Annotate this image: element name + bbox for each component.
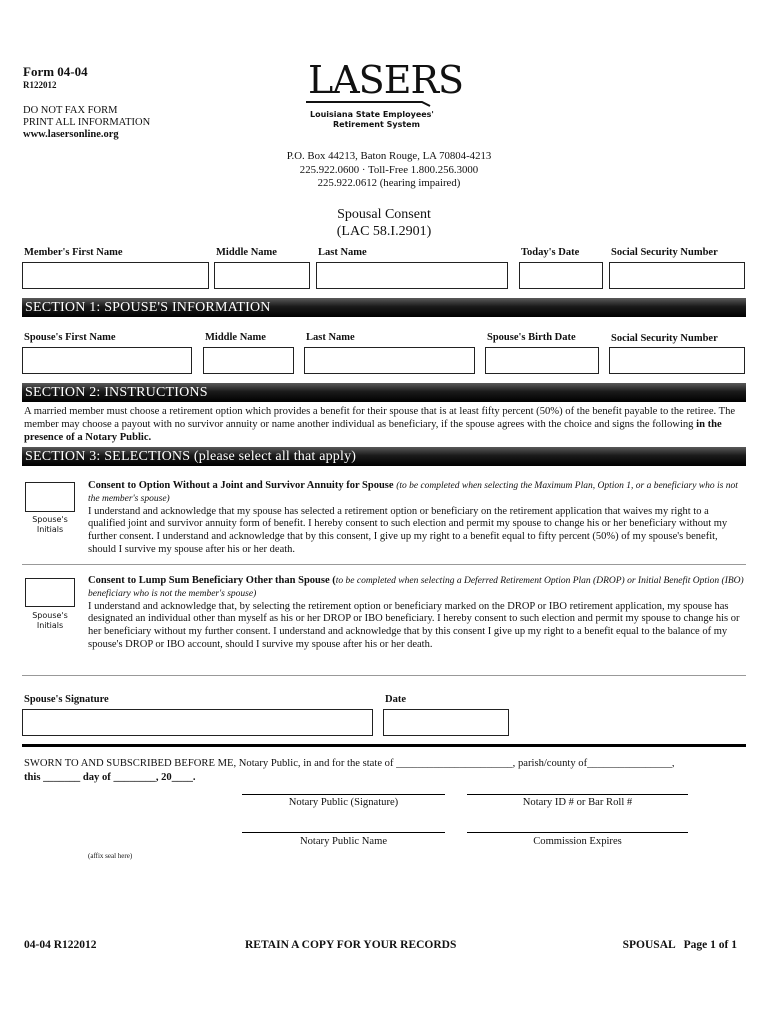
initials-label-line-2: Initials — [36, 621, 64, 630]
notary-id-line[interactable] — [467, 794, 688, 795]
option-2-note: to be completed when selecting a Deferred Retirement Option Plan (DROP) or Initial Benefit Option (IBO) beneficiary who is not the member's spouse) — [88, 576, 744, 599]
member-ssn-field[interactable] — [609, 262, 745, 289]
notary-name-label: Notary Public Name — [299, 836, 388, 847]
form-number: Form 04-04 — [23, 64, 88, 79]
option-1-text — [88, 480, 746, 557]
notary-name-line[interactable] — [242, 832, 445, 833]
spouse-ssn-label: Social Security Number — [611, 333, 718, 344]
spouse-birth-date-label: Spouse's Birth Date — [487, 332, 576, 343]
footer-page-number: SPOUSAL Page 1 of 1 — [622, 939, 737, 951]
initials-label-line-1: Spouse's — [32, 611, 68, 620]
form-revision: R122012 — [23, 80, 57, 90]
notary-divider — [22, 744, 746, 747]
footer-retain-notice: RETAIN A COPY FOR YOUR RECORDS — [245, 939, 457, 951]
member-middle-name-label: Middle Name — [216, 247, 277, 258]
form-subtitle: (LAC 58.I.2901) — [336, 224, 432, 239]
notary-signature-label: Notary Public (Signature) — [288, 797, 399, 808]
address-line-3: 225.922.0612 (hearing impaired) — [317, 177, 461, 189]
initials-label-line-1: Spouse's — [32, 515, 68, 524]
commission-expires-label: Commission Expires — [533, 836, 622, 847]
option-1-initials-label — [25, 515, 75, 535]
option-2-text — [88, 575, 746, 652]
seal-note: (affix seal here) — [88, 852, 133, 860]
notary-signature-line[interactable] — [242, 794, 445, 795]
instructions-text — [24, 405, 746, 445]
spouse-last-name-label: Last Name — [306, 332, 355, 343]
commission-expires-line[interactable] — [467, 832, 688, 833]
member-first-name-field[interactable] — [22, 262, 209, 289]
spouse-middle-name-label: Middle Name — [205, 332, 266, 343]
option-1-heading: Consent to Option Without a Joint and Survivor Annuity for Spouse — [88, 480, 397, 491]
todays-date-field[interactable] — [519, 262, 603, 289]
member-middle-name-field[interactable] — [214, 262, 310, 289]
notary-id-label: Notary ID # or Bar Roll # — [522, 797, 633, 808]
notary-statement-line-1: SWORN TO AND SUBSCRIBED BEFORE ME, Notary Public, in and for the state of ______________________, parish/county of________________, — [24, 758, 675, 769]
spouse-middle-name-field[interactable] — [203, 347, 294, 374]
lasers-logo — [300, 58, 464, 138]
spouse-signature-label: Spouse's Signature — [24, 694, 109, 705]
website: www.lasersonline.org — [23, 129, 119, 140]
todays-date-label: Today's Date — [521, 247, 580, 258]
section-1-header: SECTION 1: SPOUSE'S INFORMATION — [22, 298, 746, 317]
instructions-notary-emphasis: in the presence of a Notary Public. — [24, 419, 722, 444]
member-first-name-label: Member's First Name — [24, 247, 123, 258]
spouse-first-name-field[interactable] — [22, 347, 192, 374]
option-divider — [22, 564, 746, 565]
option-2-initials-field[interactable] — [25, 578, 75, 607]
option-1-initials-field[interactable] — [25, 482, 75, 512]
address-line-2: 225.922.0600 · Toll-Free 1.800.256.3000 — [299, 163, 479, 176]
member-ssn-label: Social Security Number — [611, 247, 718, 258]
logo-subtitle-1: Louisiana State Employees' — [310, 110, 434, 119]
spouse-signature-field[interactable] — [22, 709, 373, 736]
spouse-birth-date-field[interactable] — [485, 347, 599, 374]
signature-date-label: Date — [385, 694, 406, 705]
print-notice: PRINT ALL INFORMATION — [23, 117, 151, 128]
option-2-initials-label — [25, 611, 75, 631]
signature-date-field[interactable] — [383, 709, 509, 736]
notary-statement-line-2: this _______ day of ________, 20____. — [24, 772, 196, 783]
section-2-header: SECTION 2: INSTRUCTIONS — [22, 383, 746, 402]
member-last-name-field[interactable] — [316, 262, 508, 289]
address-line-1: P.O. Box 44213, Baton Rouge, LA 70804-4213 — [286, 150, 492, 162]
no-fax-notice: DO NOT FAX FORM — [23, 105, 118, 116]
form-title-block — [0, 206, 768, 240]
option-2-heading: Consent to Lump Sum Beneficiary Other than Spouse ( — [88, 575, 336, 586]
footer-form-code: 04-04 R122012 — [24, 939, 97, 951]
logo-swoosh-icon — [300, 58, 440, 113]
logo-subtitle-2: Retirement System — [333, 120, 420, 129]
section-3-header: SECTION 3: SELECTIONS (please select all that apply) — [22, 447, 746, 466]
spouse-ssn-field[interactable] — [609, 347, 745, 374]
spouse-first-name-label: Spouse's First Name — [24, 332, 116, 343]
form-title: Spousal Consent — [337, 207, 431, 222]
option-1-note: (to be completed when selecting the Maximum Plan, Option 1, or a beneficiary who is not the member's spouse) — [88, 481, 738, 504]
logo-wordmark: LASERS — [308, 58, 464, 102]
address-block — [0, 150, 768, 191]
option-1-body: I understand and acknowledge that my spouse has selected a retirement option or beneficiary on the retirement application that waives my right to a qualified joint and survivor annuity form of benefit. I hereby consent to such election and permit my spouse to change his or her beneficiary without my further consent. I understand and acknowledge that by this consent, I give up my right to a benefit equal to fifty percent (50%) of my spouse's benefit, should I survive my spouse after his or her death. — [88, 505, 728, 555]
option-2-body: I understand and acknowledge that, by selecting the retirement option or beneficiary marked on the DROP or IBO retirement application, my spouse has designated an individual other than myself as his or her DROP or IBO beneficiary. I hereby consent to such election and permit my spouse to change his or her beneficiary without my further consent. I understand and acknowledge that by this consent I give up my right to a benefit equal to the balance of my spouse's DROP or IBO account, should I survive my spouse after his or her death. — [88, 600, 740, 650]
spouse-last-name-field[interactable] — [304, 347, 475, 374]
member-last-name-label: Last Name — [318, 247, 367, 258]
instructions-body: A married member must choose a retirement option which provides a benefit for their spouse that is at least fifty percent (50%) of the benefit payable to the retiree. The member may choose a payout with no survivor annuity or name another individual as beneficiary, if the spouse agrees with the choice and signs the following — [24, 406, 736, 431]
section-3-divider — [22, 675, 746, 676]
initials-label-line-2: Initials — [36, 525, 64, 534]
